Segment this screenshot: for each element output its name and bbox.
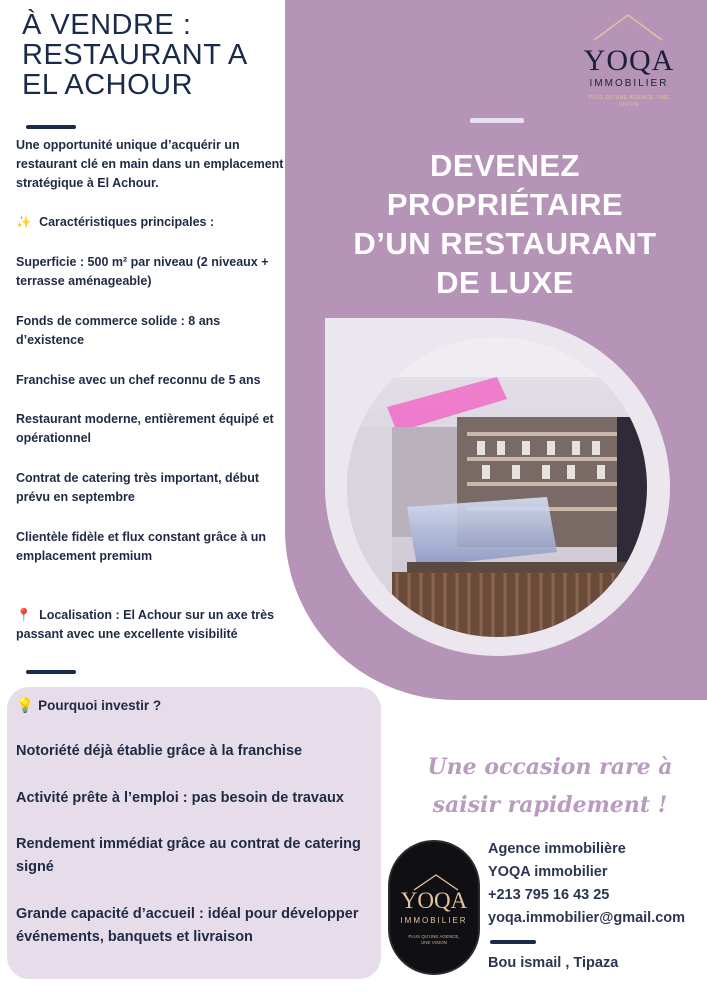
contact-divider: [490, 940, 536, 944]
feature-item: Franchise avec un chef reconnu de 5 ans: [16, 373, 261, 387]
why-item: Grande capacité d’accueil : idéal pour développer événements, banquets et livraison: [16, 906, 359, 945]
why-divider: [26, 670, 76, 674]
why-item: Rendement immédiat grâce au contrat de catering signé: [16, 836, 361, 875]
title-line-1: À VENDRE :: [22, 9, 192, 41]
title-line-2: RESTAURANT A: [22, 39, 248, 71]
house-roof-icon: [592, 12, 664, 42]
agency-location: Bou ismail , Tipaza: [488, 955, 619, 971]
features-heading: [16, 213, 288, 232]
logo-subtitle: IMMOBILIER: [589, 78, 669, 89]
features-heading-label: Caractéristiques principales :: [39, 215, 215, 229]
agency-type: Agence immobilière: [488, 841, 626, 857]
hero-divider: [470, 118, 524, 123]
phone-number[interactable]: +213 795 16 43 25: [488, 887, 610, 903]
headline-line-1: DEVENEZ: [430, 148, 580, 183]
contact-block: [488, 838, 706, 930]
why-item: Notoriété déjà établie grâce à la franchise: [16, 743, 303, 759]
brand-badge: [388, 840, 480, 975]
why-heading: [16, 694, 376, 718]
feature-item: Superficie : 500 m² par niveau (2 niveaux + terrasse aménageable): [16, 255, 269, 288]
feature-item: Contrat de catering très important, début prévu en septembre: [16, 471, 260, 504]
location-label: Localisation : El Achour sur un axe très passant avec une excellente visibilité: [16, 608, 275, 641]
intro-text: Une opportunité unique d’acquérir un restaurant clé en main dans un emplacement stratégique à El Achour.: [16, 138, 284, 190]
email-address[interactable]: yoqa.immobilier@gmail.com: [488, 910, 686, 926]
logo-name: YOQA: [583, 44, 675, 77]
badge-logo-subtitle: IMMOBILIER: [400, 916, 468, 925]
headline-line-4: DE LUXE: [436, 265, 574, 300]
slogan-line-2: saisir rapidement !: [432, 792, 668, 818]
agency-name: YOQA immobilier: [488, 864, 608, 880]
restaurant-photo: [347, 337, 647, 637]
logo-tagline: PLUS QU'UNE AGENCE, UNE VISION: [588, 95, 670, 108]
why-item: Activité prête à l’emploi : pas besoin de travaux: [16, 790, 344, 806]
restaurant-interior-illustration: [347, 337, 647, 637]
slogan: [400, 748, 700, 824]
badge-logo-tagline: PLUS QU'UNE AGENCE, UNE VISION: [408, 934, 460, 945]
title-line-3: EL ACHOUR: [22, 69, 194, 101]
slogan-line-1: Une occasion rare à: [427, 754, 673, 780]
pin-icon: 📍: [16, 608, 32, 622]
badge-logo-name: YOQA: [400, 888, 468, 913]
title-divider: [26, 125, 76, 129]
headline-line-2: PROPRIÉTAIRE: [386, 187, 624, 222]
feature-item: Fonds de commerce solide : 8 ans d’existence: [16, 314, 221, 347]
why-heading-label: Pourquoi investir ?: [38, 698, 162, 713]
headline-line-3: D’UN RESTAURANT: [353, 226, 657, 261]
location-text: [16, 606, 288, 644]
page-title: [22, 10, 292, 100]
feature-item: Restaurant moderne, entièrement équipé et opérationnel: [16, 412, 274, 445]
feature-item: Clientèle fidèle et flux constant grâce à un emplacement premium: [16, 530, 267, 563]
sparkles-icon: ✨: [16, 215, 32, 229]
hero-headline: [300, 146, 707, 302]
lightbulb-icon: 💡: [16, 698, 35, 714]
